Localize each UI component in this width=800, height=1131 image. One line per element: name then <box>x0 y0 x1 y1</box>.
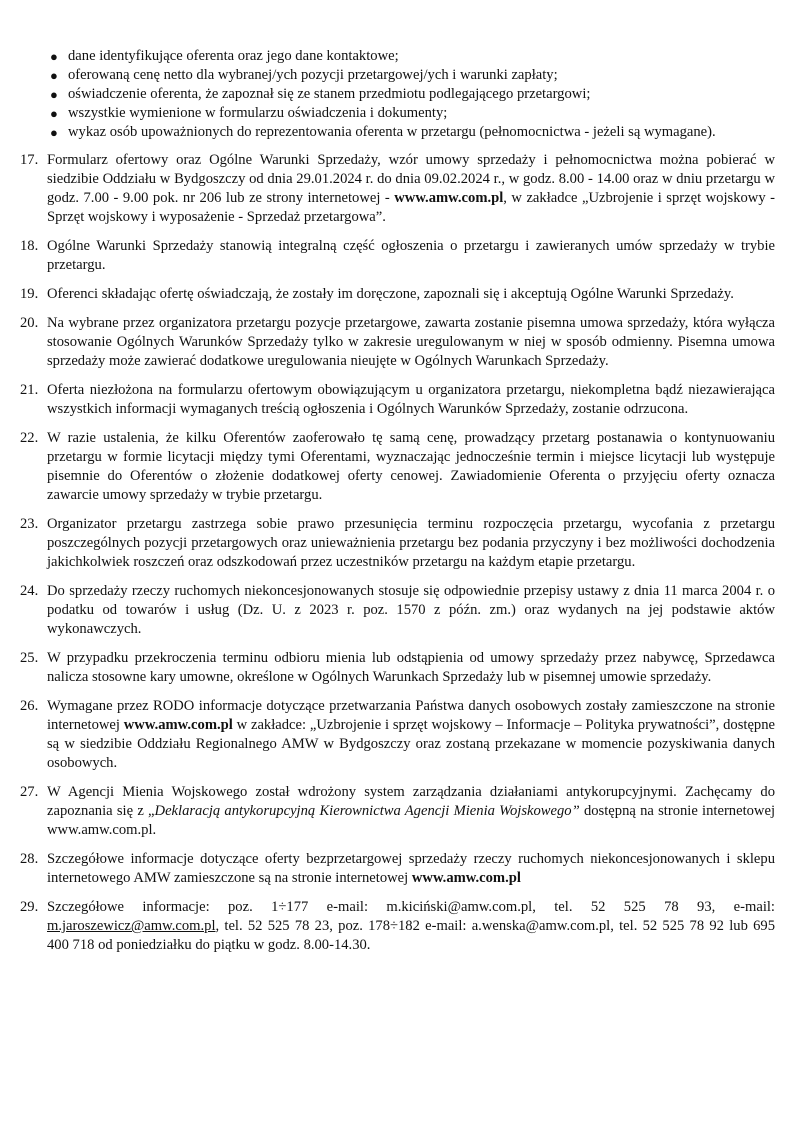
bullet-dot-icon: ● <box>50 125 58 140</box>
item-text: W razie ustalenia, że kilku Oferentów zaoferowało tę samą cenę, prowadzący przetarg postanawia o kontynuowaniu przetargu w formie licytacji między tymi Oferentami, wyznaczając jednocześnie termin i miejsce licytacji lub występuje pisemnie do Oferentów o złożenie dodatkowej oferty cenowej. Zawiadomienie Oferenta o przyjęciu oferty oznacza zawarcie umowy sprzedaży w trybie przetargu. <box>47 430 775 503</box>
item-text: Ogólne Warunki Sprzedaży stanowią integralną część ogłoszenia o przetargu i zawieranych umów sprzedaży w trybie przetargu. <box>47 238 775 273</box>
item-number: 21. <box>20 382 39 398</box>
numbered-item <box>20 314 775 371</box>
item-text: Do sprzedaży rzeczy ruchomych niekoncesjonowanych stosuje się odpowiednie przepisy ustawy z dnia 11 marca 2004 r. o podatku od towarów i usług (Dz. U. z 2023 r. poz. 1570 z późn. zm.) oraz wydanych na jej podstawie aktów wykonawczych. <box>47 583 775 637</box>
item-number: 28. <box>20 851 39 867</box>
item-text: w zakładce: „Uzbrojenie i sprzęt wojskowy – Informacje – Polityka prywatności”, dostępne są w siedzibie Oddziału Regionalnego AMW w Bydgoszczy oraz zostaną przekazane w momencie pozyskiwania danych osobowych. <box>47 717 775 771</box>
numbered-item <box>20 515 775 572</box>
item-number: 22. <box>20 430 39 446</box>
numbered-item <box>20 285 775 304</box>
numbered-item <box>20 582 775 639</box>
item-text: Deklaracją antykorupcyjną Kierownictwa Agencji Mienia Wojskowego” <box>154 803 580 819</box>
item-text: Formularz ofertowy oraz Ogólne Warunki Sprzedaży, wzór umowy sprzedaży i pełnomocnictwa można pobierać w siedzibie Oddziału w Bydgoszczy od dnia 29.01.2024 r. do dnia 09.02.2024 r., w godz. 8.00 - 14.00 oraz w dniu przetargu w godz. 7.00 - 9.00 pok. nr 206 lub ze strony internetowej - <box>47 152 775 206</box>
item-text: Szczegółowe informacje dotyczące oferty bezprzetargowej sprzedaży rzeczy ruchomych niekoncesjonowanych i sklepu internetowego AMW zamieszczone są na stronie internetowej <box>47 851 775 886</box>
item-text: , w zakładce „Uzbrojenie i sprzęt wojskowy - Sprzęt wojskowy i wyposażenie - Sprzedaż przetargowa”. <box>47 190 775 225</box>
item-text: dostępną na stronie internetowej www.amw.com.pl. <box>47 803 775 838</box>
item-text: Na wybrane przez organizatora przetargu pozycje przetargowe, zawarta zostanie pisemna umowa sprzedaży, która wyłącza stosowanie Ogólnych Warunków Sprzedaży tylko w zakresie uregulowanym w niej w sposób odmienny. Pisemna umowa sprzedaży może zawierać dodatkowe uregulowania nieujęte w Ogólnych Warunkach Sprzedaży. <box>47 315 775 369</box>
numbered-item <box>20 381 775 419</box>
numbered-item <box>20 649 775 687</box>
bullet-dot-icon: ● <box>50 87 58 102</box>
numbered-item <box>20 237 775 275</box>
item-link-text: www.amw.com.pl <box>394 190 504 206</box>
bullet-dot-icon: ● <box>50 49 58 64</box>
item-text: Wymagane przez RODO informacje dotyczące przetwarzania Państwa danych osobowych zostały zamieszczone na stronie internetowej <box>47 698 775 733</box>
item-number: 25. <box>20 650 39 666</box>
item-text: Oferta niezłożona na formularzu ofertowym obowiązującym u organizatora przetargu, niekompletna bądź niezawierająca wszystkich informacji wymaganych treścią ogłoszenia i Ogólnych Warunków Sprzedaży, zostanie odrzucona. <box>47 382 775 417</box>
item-number: 19. <box>20 286 39 302</box>
numbered-item <box>20 429 775 505</box>
bullet-dot-icon: ● <box>50 106 58 121</box>
item-number: 29. <box>20 899 39 915</box>
item-link-text: www.amw.com.pl <box>411 870 521 886</box>
item-text: , tel. 52 525 78 23, poz. 178÷182 e-mail: a.wenska@amw.com.pl, tel. 52 525 78 92 lub 695 400 718 od poniedziałku do piątku w godz. 8.00-14.30. <box>47 918 775 953</box>
bullet-item <box>48 104 778 123</box>
numbered-item <box>20 697 775 773</box>
item-number: 24. <box>20 583 39 599</box>
bullet-text: oferowaną cenę netto dla wybranej/ych pozycji przetargowej/ych i warunki zapłaty; <box>68 67 558 83</box>
item-number: 17. <box>20 152 39 168</box>
item-number: 23. <box>20 516 39 532</box>
bullet-item <box>48 123 778 142</box>
bullet-text: dane identyfikujące oferenta oraz jego dane kontaktowe; <box>68 48 399 64</box>
bullet-text: oświadczenie oferenta, że zapoznał się ze stanem przedmiotu podlegającego przetargowi; <box>68 86 591 102</box>
item-text: Organizator przetargu zastrzega sobie prawo przesunięcia terminu rozpoczęcia przetargu, wycofania z przetargu poszczególnych pozycji przetargowych oraz unieważnienia przetargu bez podania przyczyny i bez możliwości dochodzenia jakichkolwiek roszczeń oraz odszkodowań przez uczestników przetargu na każdym etapie przetargu. <box>47 516 775 570</box>
item-link-text: www.amw.com.pl <box>123 717 233 733</box>
item-text: Oferenci składając ofertę oświadczają, że zostały im doręczone, zapoznali się i akceptują Ogólne Warunki Sprzedaży. <box>47 286 734 302</box>
numbered-list <box>20 151 775 965</box>
item-text: Szczegółowe informacje: poz. 1÷177 e-mail: m.kiciński@amw.com.pl, tel. 52 525 78 93, e-mail: <box>47 899 775 915</box>
numbered-item <box>20 850 775 888</box>
item-number: 27. <box>20 784 39 800</box>
numbered-item <box>20 783 775 840</box>
item-number: 18. <box>20 238 39 254</box>
bullet-item <box>48 66 778 85</box>
bullet-item <box>48 85 778 104</box>
item-number: 20. <box>20 315 39 331</box>
bullet-text: wszystkie wymienione w formularzu oświadczenia i dokumenty; <box>68 105 448 121</box>
item-text: W Agencji Mienia Wojskowego został wdrożony system zarządzania działaniami antykorupcyjnymi. Zachęcamy do zapoznania się z „ <box>47 784 775 819</box>
item-text: W przypadku przekroczenia terminu odbioru mienia lub odstąpienia od umowy sprzedaży przez nabywcę, Sprzedawca nalicza stosowne kary umowne, określone w Ogólnych Warunkach Sprzedaży lub w pisemnej umowie sprzedaży. <box>47 650 775 685</box>
numbered-item <box>20 898 775 955</box>
bullet-item <box>48 47 778 66</box>
item-number: 26. <box>20 698 39 714</box>
bullet-text: wykaz osób upoważnionych do reprezentowania oferenta w przetargu (pełnomocnictwa - jeżeli są wymagane). <box>68 124 716 140</box>
bullet-list <box>48 47 778 142</box>
bullet-dot-icon: ● <box>50 68 58 83</box>
numbered-item <box>20 151 775 227</box>
item-link-text: m.jaroszewicz@amw.com.pl <box>47 918 216 934</box>
